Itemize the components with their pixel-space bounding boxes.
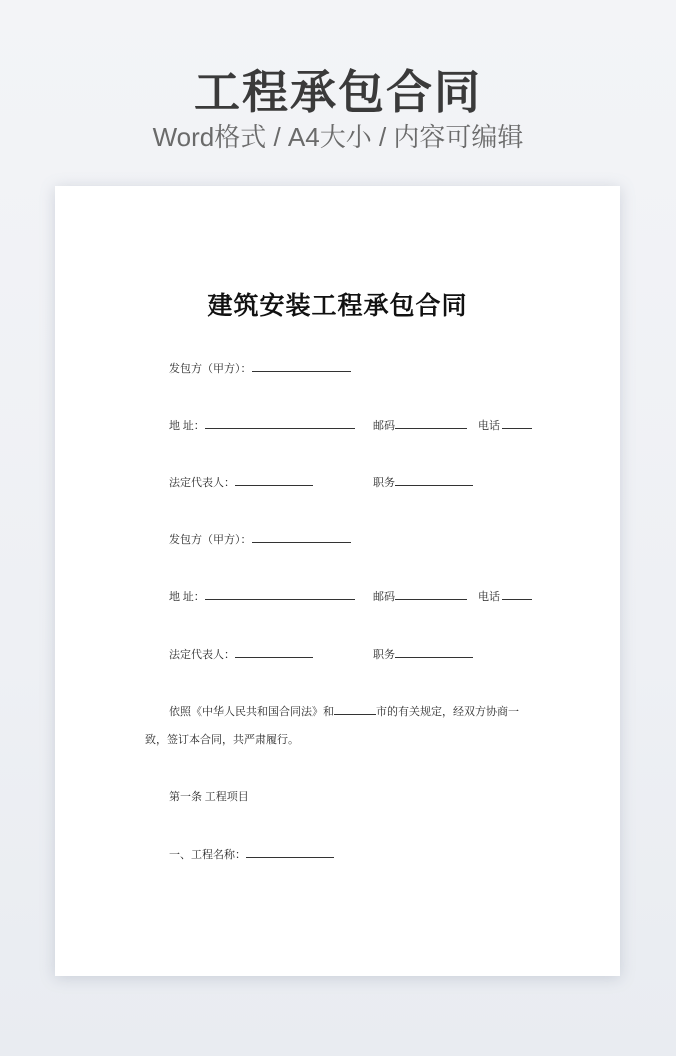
position-line	[373, 474, 473, 491]
legal-rep-blank[interactable]	[235, 474, 313, 486]
position-label-2: 职务	[373, 649, 395, 661]
party-a-label-2: 发包方（甲方）：	[169, 534, 252, 546]
party-a-blank[interactable]	[252, 360, 351, 372]
preamble-part2: 市的有关规定，经双方协商一	[376, 706, 519, 718]
party-a-line	[169, 360, 351, 377]
position-blank[interactable]	[395, 474, 473, 486]
address-line-2	[169, 588, 355, 605]
postcode-label: 邮码	[373, 420, 395, 432]
project-name-line	[169, 846, 334, 863]
position-blank-2[interactable]	[395, 646, 473, 658]
preamble-line-2: 致，签订本合同，共严肃履行。	[145, 734, 299, 746]
legal-rep-label: 法定代表人：	[169, 477, 235, 489]
project-name-blank[interactable]	[246, 846, 334, 858]
position-line-2	[373, 646, 473, 663]
article-1-heading: 第一条 工程项目	[169, 791, 249, 803]
phone-blank-2[interactable]	[502, 588, 532, 600]
phone-line	[478, 417, 532, 434]
legal-rep-line-2	[169, 646, 313, 663]
party-a-label: 发包方（甲方）：	[169, 363, 252, 375]
phone-label-2: 电话	[478, 591, 500, 603]
party-a-blank-2[interactable]	[252, 531, 351, 543]
postcode-blank[interactable]	[395, 417, 467, 429]
address-line	[169, 417, 355, 434]
banner-subtitle: Word格式 / A4大小 / 内容可编辑	[152, 122, 524, 152]
document-page	[55, 186, 620, 976]
legal-rep-blank-2[interactable]	[235, 646, 313, 658]
phone-line-2	[478, 588, 532, 605]
address-label: 地 址：	[169, 420, 205, 432]
postcode-line	[373, 417, 467, 434]
preamble-part1: 依照《中华人民共和国合同法》和	[169, 706, 334, 718]
position-label: 职务	[373, 477, 395, 489]
legal-rep-label-2: 法定代表人：	[169, 649, 235, 661]
postcode-label-2: 邮码	[373, 591, 395, 603]
address-blank-2[interactable]	[205, 588, 355, 600]
phone-label: 电话	[478, 420, 500, 432]
contract-title: 建筑安装工程承包合同	[207, 293, 468, 320]
preamble-line-1	[169, 703, 519, 720]
phone-blank[interactable]	[502, 417, 532, 429]
banner-title: 工程承包合同	[194, 66, 482, 118]
legal-rep-line	[169, 474, 313, 491]
project-name-label: 一、工程名称：	[169, 849, 246, 861]
party-a-line-2	[169, 531, 351, 548]
address-blank[interactable]	[205, 417, 355, 429]
postcode-blank-2[interactable]	[395, 588, 467, 600]
city-blank[interactable]	[334, 703, 376, 715]
address-label-2: 地 址：	[169, 591, 205, 603]
postcode-line-2	[373, 588, 467, 605]
